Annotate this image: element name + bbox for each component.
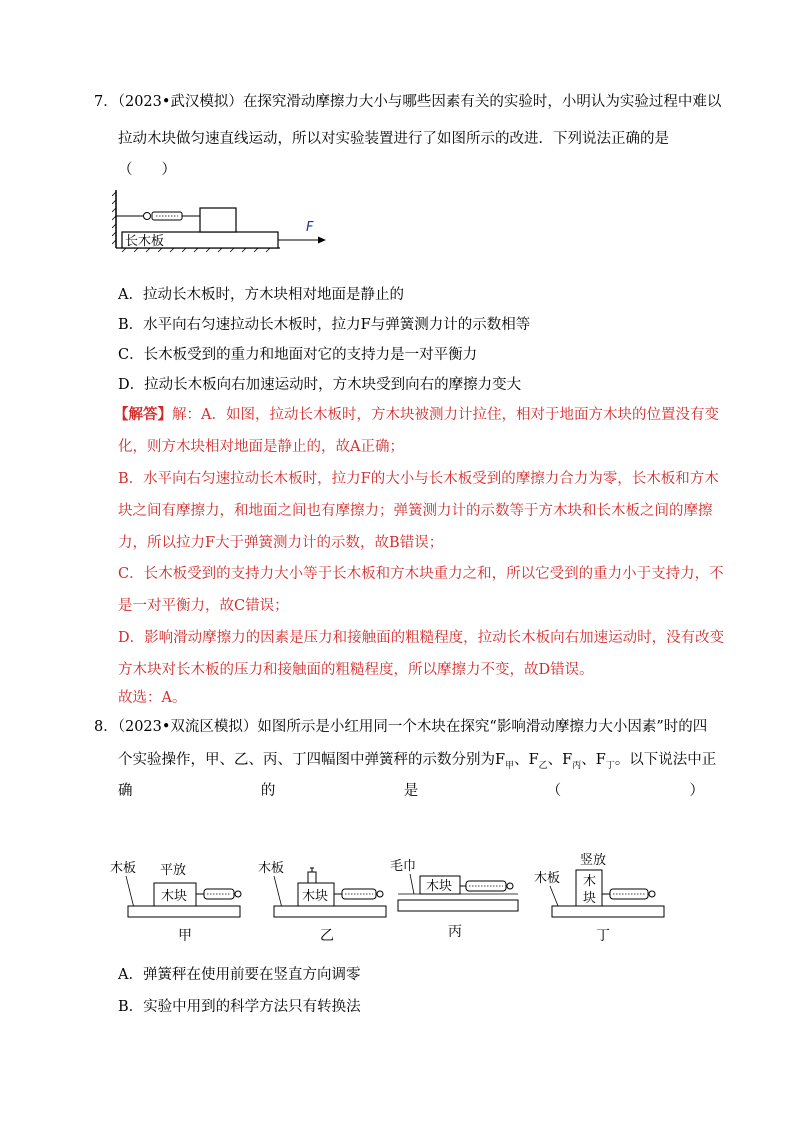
svg-text:木块: 木块 — [426, 879, 453, 894]
q7-answer-line-8: D．影响滑动摩擦力的因素是压力和接触面的粗糙程度，拉动长木板向右加速运动时，没有改变 — [118, 630, 725, 646]
q7-option-d: D．拉动长木板向右加速运动时，方木块受到向右的摩擦力变大 — [118, 377, 522, 393]
q7-answer-line-1: 【解答】解：A．如图，拉动长木板时，方木块被测力计拉住，相对于地面方木块的位置没有变 — [114, 406, 719, 423]
svg-text:木板: 木板 — [258, 861, 285, 876]
q8-stem-line-3: 确 的 是 （ ） — [118, 783, 704, 799]
q8-figures — [108, 850, 678, 946]
svg-text:木板: 木板 — [534, 871, 561, 886]
figure-jia — [110, 860, 241, 944]
q7-answer-line-7: 是一对平衡力，故C错误； — [118, 598, 289, 614]
q7-option-b: B．水平向右匀速拉动长木板时，拉力F与弹簧测力计的示数相等 — [118, 317, 531, 333]
q7-answer-line-5: 力，所以拉力F大于弹簧测力计的示数，故B错误； — [118, 535, 444, 551]
q7-answer-line-9: 方木块对长木板的压力和接触面的粗糙程度，所以摩擦力不变，故D错误。 — [118, 662, 594, 678]
q8-stem-line-1: 8．（2023•双流区模拟）如图所示是小红用同一个木块在探究“影响滑动摩擦力大小因素”时的四 — [94, 719, 708, 735]
q7-stem-line-3: （ ） — [118, 162, 176, 178]
svg-text:木板: 木板 — [110, 861, 137, 876]
caption-ding: 丁 — [596, 928, 610, 944]
q7-option-c: C．长木板受到的重力和地面对它的支持力是一对平衡力 — [118, 347, 478, 363]
q8-stem-line-2: 个实验操作，甲、乙、丙、丁四幅图中弹簧秤的示数分别为$F_甲$、$F_乙$、$F_丙$、$F_丁$。以下说法中正 — [118, 752, 717, 771]
long-board-label: 长木板 — [125, 234, 165, 249]
q8-option-b: B．实验中用到的科学方法只有转换法 — [118, 999, 361, 1015]
svg-text:毛巾: 毛巾 — [390, 859, 417, 874]
q7-stem-line-1: 7．（2023•武汉模拟）在探究滑动摩擦力大小与哪些因素有关的实验时，小明认为实验过程中难以 — [94, 94, 722, 110]
figure-ding — [534, 852, 664, 944]
q7-answer-line-6: C．长木板受到的支持力大小等于长木板和方木块重力之和，所以它受到的重力小于支持力，不 — [118, 566, 724, 582]
weight-icon — [308, 872, 316, 883]
svg-text:平放: 平放 — [160, 863, 187, 878]
q7-option-a: A．拉动长木板时，方木块相对地面是静止的 — [118, 287, 404, 303]
square-block — [200, 208, 236, 232]
caption-yi: 乙 — [320, 928, 334, 944]
svg-text:木块: 木块 — [161, 889, 188, 904]
q7-answer-line-2: 化，则方木块相对地面是静止的，故A正确； — [118, 439, 404, 455]
caption-jia: 甲 — [178, 928, 192, 944]
q7-figure — [112, 186, 332, 260]
q7-answer-choice: 故选：A。 — [118, 690, 187, 706]
q7-answer-line-4: 块之间有摩擦力，和地面之间也有摩擦力；弹簧测力计的示数等于方木块和长木板之间的摩擦 — [118, 503, 713, 519]
svg-text:块: 块 — [583, 891, 597, 906]
q7-stem-line-2: 拉动木块做匀速直线运动，所以对实验装置进行了如图所示的改进．下列说法正确的是 — [118, 131, 669, 147]
svg-text:竖放: 竖放 — [580, 853, 607, 868]
svg-text:木块: 木块 — [302, 889, 329, 904]
svg-text:木: 木 — [583, 874, 597, 889]
q8-option-a: A．弹簧秤在使用前要在竖直方向调零 — [118, 967, 361, 983]
figure-bing — [390, 858, 518, 940]
caption-bing: 丙 — [448, 924, 462, 940]
answer-tag: 【解答】 — [114, 406, 172, 423]
force-label: F — [306, 220, 314, 235]
q7-answer-line-3: B．水平向右匀速拉动长木板时，拉力F的大小与长木板受到的摩擦力合力为零，长木板和方木 — [118, 471, 719, 487]
figure-yi — [258, 860, 386, 944]
